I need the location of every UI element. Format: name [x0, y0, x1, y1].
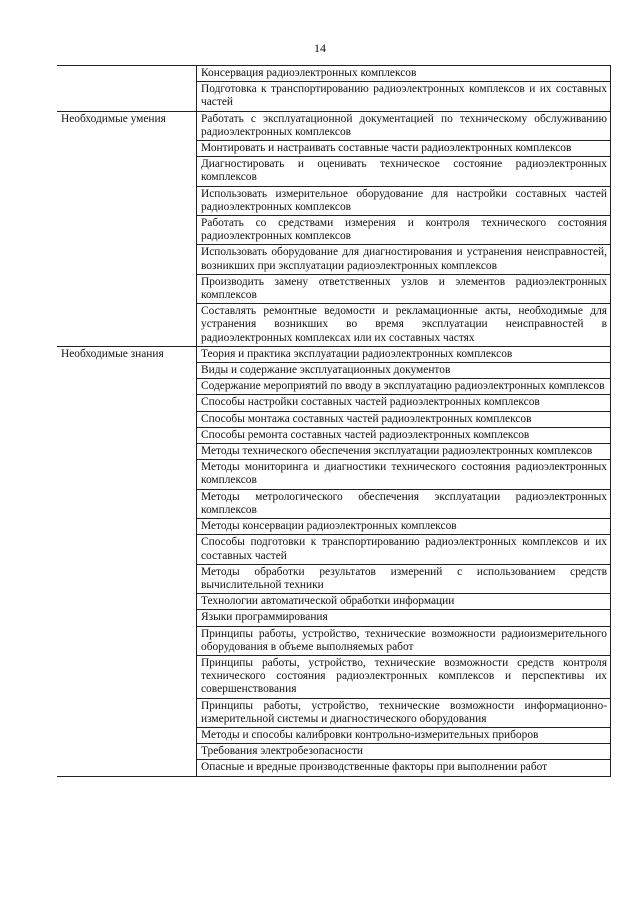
- group-label-cell: [57, 460, 197, 489]
- group-label-cell: [57, 519, 197, 535]
- table-row: [57, 564, 611, 593]
- table-cell-item: Методы консервации радиоэлектронных комплексов: [197, 519, 611, 535]
- table-cell-item: Использовать измерительное оборудование для настройки составных частей радиоэлектронных комплексов: [197, 186, 611, 215]
- table-row: [57, 444, 611, 460]
- table-cell-item: Теория и практика эксплуатации радиоэлектронных комплексов: [197, 346, 611, 362]
- group-label-cell: [57, 489, 197, 518]
- table-row: [57, 111, 611, 140]
- table-cell-item: Методы обработки результатов измерений с использованием средств вычислительной техники: [197, 564, 611, 593]
- group-label-cell: [57, 379, 197, 395]
- table-row: [57, 698, 611, 727]
- table-row: [57, 489, 611, 518]
- table-row: [57, 460, 611, 489]
- group-label-cell: [57, 626, 197, 655]
- group-label: Необходимые знания: [57, 346, 197, 362]
- table-row: [57, 157, 611, 186]
- table-row: [57, 411, 611, 427]
- table-row: [57, 427, 611, 443]
- group-label-cell: [57, 274, 197, 303]
- page-number: 14: [314, 41, 326, 55]
- table-cell-item: Монтировать и настраивать составные части радиоэлектронных комплексов: [197, 141, 611, 157]
- table-cell-item: Методы мониторинга и диагностики технического состояния радиоэлектронных комплексов: [197, 460, 611, 489]
- table-cell-item: Принципы работы, устройство, технические возможности средств контроля технического состояния радиоэлектронных комплексов и перспективы их совершенствования: [197, 655, 611, 698]
- group-label-cell: [57, 655, 197, 698]
- group-label-cell: [57, 363, 197, 379]
- group-label-cell: [57, 727, 197, 743]
- group-label-cell: [57, 535, 197, 564]
- table-row: [57, 594, 611, 610]
- table-row: [57, 655, 611, 698]
- table-row: [57, 727, 611, 743]
- table-row: [57, 379, 611, 395]
- group-label-cell: [57, 82, 197, 111]
- table-cell-item: Методы и способы калибровки контрольно-измерительных приборов: [197, 727, 611, 743]
- table-row: [57, 245, 611, 274]
- table-row: [57, 535, 611, 564]
- table-row: [57, 744, 611, 760]
- table-cell-item: Консервация радиоэлектронных комплексов: [197, 66, 611, 82]
- group-label-cell: [57, 594, 197, 610]
- table-row: [57, 760, 611, 776]
- table-cell-item: Работать с эксплуатационной документацией по техническому обслуживанию радиоэлектронных комплексов: [197, 111, 611, 140]
- group-label-cell: [57, 216, 197, 245]
- table-cell-item: Составлять ремонтные ведомости и рекламационные акты, необходимые для устранения возникших во время эксплуатации неисправностей в радиоэлектронных комплексах или их составных частях: [197, 304, 611, 347]
- group-label-cell: [57, 564, 197, 593]
- table-row: [57, 216, 611, 245]
- table-row: [57, 395, 611, 411]
- group-label-cell: [57, 444, 197, 460]
- table-row: [57, 363, 611, 379]
- table-cell-item: Методы технического обеспечения эксплуатации радиоэлектронных комплексов: [197, 444, 611, 460]
- table-cell-item: Способы монтажа составных частей радиоэлектронных комплексов: [197, 411, 611, 427]
- group-label-cell: [57, 760, 197, 776]
- table-cell-item: Производить замену ответственных узлов и элементов радиоэлектронных комплексов: [197, 274, 611, 303]
- table-cell-item: Способы настройки составных частей радиоэлектронных комплексов: [197, 395, 611, 411]
- table-row: [57, 626, 611, 655]
- group-label-cell: [57, 427, 197, 443]
- table-cell-item: Принципы работы, устройство, технические возможности информационно-измерительной системы и диагностического оборудования: [197, 698, 611, 727]
- table-row: [57, 82, 611, 111]
- table-row: [57, 304, 611, 347]
- table-cell-item: Способы подготовки к транспортированию радиоэлектронных комплексов и их составных частей: [197, 535, 611, 564]
- table-row: [57, 519, 611, 535]
- group-label: Необходимые умения: [57, 111, 197, 140]
- table-row: [57, 610, 611, 626]
- group-label-cell: [57, 186, 197, 215]
- table-row: [57, 66, 611, 82]
- table-cell-item: Диагностировать и оценивать техническое состояние радиоэлектронных комплексов: [197, 157, 611, 186]
- group-label-cell: [57, 698, 197, 727]
- table-cell-item: Работать со средствами измерения и контроля технического состояния радиоэлектронных комплексов: [197, 216, 611, 245]
- group-label-cell: [57, 157, 197, 186]
- table-cell-item: Опасные и вредные производственные факторы при выполнении работ: [197, 760, 611, 776]
- table-cell-item: Языки программирования: [197, 610, 611, 626]
- table-cell-item: Методы метрологического обеспечения эксплуатации радиоэлектронных комплексов: [197, 489, 611, 518]
- table-cell-item: Технологии автоматической обработки информации: [197, 594, 611, 610]
- group-label-cell: [57, 66, 197, 82]
- table-cell-item: Содержание мероприятий по вводу в эксплуатацию радиоэлектронных комплексов: [197, 379, 611, 395]
- table-row: [57, 141, 611, 157]
- table-cell-item: Подготовка к транспортированию радиоэлектронных комплексов и их составных частей: [197, 82, 611, 111]
- table-cell-item: Принципы работы, устройство, технические возможности радиоизмерительного оборудования в объеме выполняемых работ: [197, 626, 611, 655]
- table-cell-item: Способы ремонта составных частей радиоэлектронных комплексов: [197, 427, 611, 443]
- table-cell-item: Виды и содержание эксплуатационных документов: [197, 363, 611, 379]
- table-cell-item: Использовать оборудование для диагностирования и устранения неисправностей, возникших при эксплуатации радиоэлектронных комплексов: [197, 245, 611, 274]
- group-label-cell: [57, 141, 197, 157]
- group-label-cell: [57, 304, 197, 347]
- group-label-cell: [57, 245, 197, 274]
- requirements-table: [57, 65, 611, 777]
- group-label-cell: [57, 395, 197, 411]
- table-row: [57, 274, 611, 303]
- group-label-cell: [57, 610, 197, 626]
- table-row: [57, 346, 611, 362]
- group-label-cell: [57, 411, 197, 427]
- table-cell-item: Требования электробезопасности: [197, 744, 611, 760]
- requirements-table-body: [57, 66, 611, 777]
- table-row: [57, 186, 611, 215]
- group-label-cell: [57, 744, 197, 760]
